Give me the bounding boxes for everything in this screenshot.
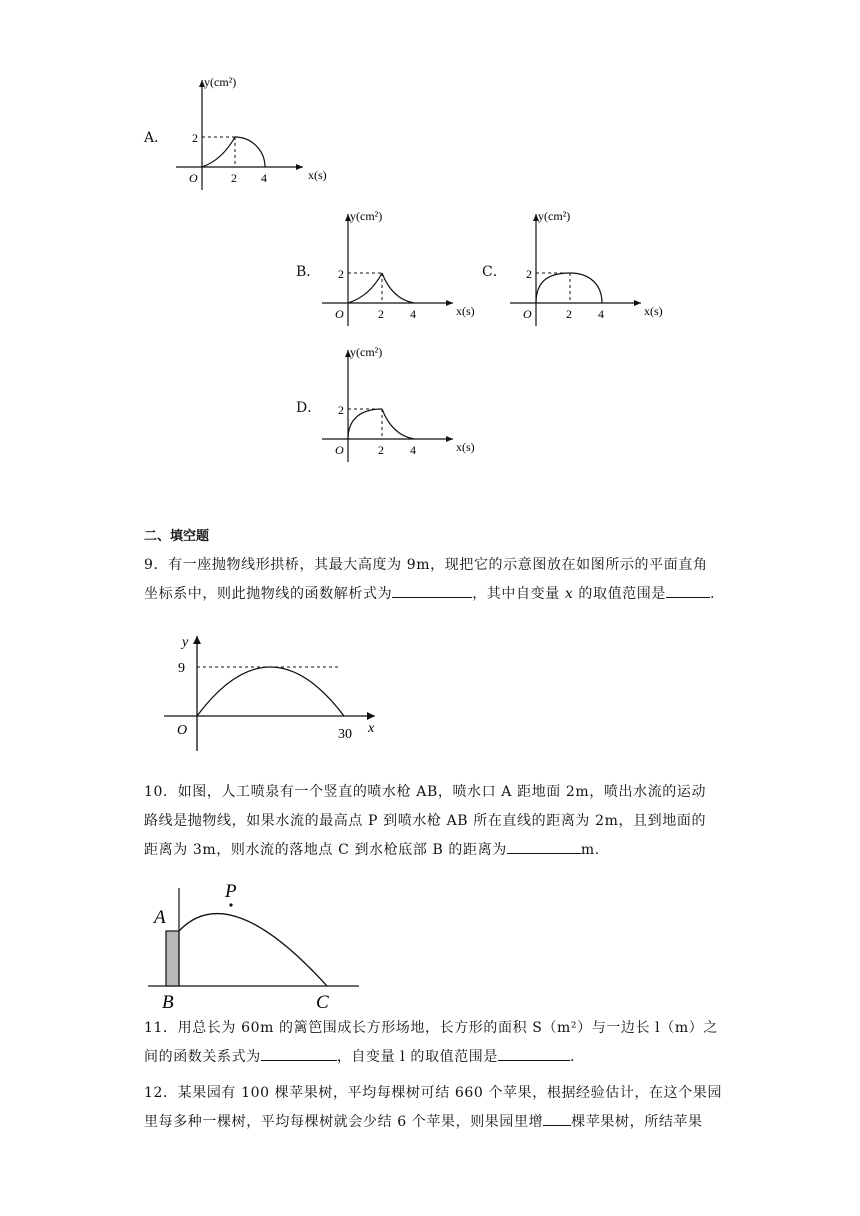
q10-line2: 路线是抛物线，如果水流的最高点 P 到喷水枪 AB 所在直线的距离为 2m，且到地面的 [144, 813, 707, 829]
option-a-xlabel: x(s) [308, 168, 327, 182]
q9-line2 [144, 580, 724, 609]
q9-blank-1[interactable] [392, 583, 472, 598]
q9-var-x: x [564, 586, 574, 602]
q12-blank[interactable] [543, 1111, 571, 1126]
q12-text-a: 里每多种一棵树，平均每棵树就会少结 6 个苹果，则果园里增 [144, 1114, 544, 1130]
option-b-xlabel: x(s) [456, 304, 475, 318]
option-b-label: B． [296, 264, 321, 280]
option-a-graph [170, 70, 340, 195]
option-c-ylabel: y(cm²) [538, 209, 571, 223]
option-d-xlabel: x(s) [456, 440, 475, 454]
option-a-xtick-4: 4 [261, 171, 267, 185]
option-c-ytick: 2 [526, 267, 532, 281]
q11-blank-2[interactable] [498, 1046, 570, 1061]
q10-label-a: A [154, 907, 166, 928]
option-c-origin: O [523, 307, 532, 321]
q10-figure [144, 878, 369, 1013]
option-d-graph [318, 340, 488, 465]
q9-yaxis-label: y [182, 635, 189, 650]
question-9 [144, 551, 724, 609]
question-11 [144, 1014, 724, 1072]
option-c-xlabel: x(s) [644, 304, 663, 318]
q11-text-b: ，自变量 l 的取值范围是 [336, 1049, 498, 1065]
q10-line3 [144, 836, 724, 865]
option-a-xtick-2: 2 [231, 171, 237, 185]
option-b-xtick-4: 4 [410, 307, 416, 321]
q10-blank[interactable] [507, 839, 581, 854]
option-d-ylabel: y(cm²) [350, 345, 383, 359]
q9-text-d: . [710, 586, 716, 602]
option-b-xtick-2: 2 [378, 307, 384, 321]
option-b-origin: O [335, 307, 344, 321]
q9-text-a: 坐标系中，则此抛物线的函数解析式为 [144, 586, 393, 602]
q10-text-b: m. [580, 842, 600, 858]
q9-origin: O [177, 723, 188, 738]
q10-line1: 10．如图，人工喷泉有一个竖直的喷水枪 AB，喷水口 A 距地面 2m，喷出水流的运动 [144, 784, 707, 800]
q11-text-c: . [570, 1049, 576, 1065]
option-b-graph [318, 204, 488, 329]
q9-end-label: 30 [338, 727, 352, 742]
q10-label-c: C [316, 992, 329, 1013]
option-c-xtick-2: 2 [566, 307, 572, 321]
q10-label-b: B [162, 992, 174, 1013]
q12-text-b: 棵苹果树，所结苹果 [571, 1114, 703, 1130]
q9-blank-2[interactable] [666, 583, 710, 598]
option-a-ytick: 2 [192, 131, 198, 145]
q9-figure [160, 628, 390, 758]
option-a-label: A． [144, 130, 169, 146]
q9-text-c: 的取值范围是 [573, 586, 667, 602]
q9-text-b: ，其中自变量 [472, 586, 565, 602]
option-c-xtick-4: 4 [598, 307, 604, 321]
q10-text-a: 距离为 3m，则水流的落地点 C 到水枪底部 B 的距离为 [144, 842, 507, 858]
q12-line2 [144, 1108, 724, 1137]
q11-line1: 11．用总长为 60m 的篱笆围成长方形场地，长方形的面积 S（m²）与一边长 l（m）之 [144, 1020, 718, 1036]
option-c-graph [506, 204, 676, 329]
option-a-origin: O [189, 171, 198, 185]
option-d-xtick-2: 2 [378, 443, 384, 457]
q10-label-p: P [225, 881, 237, 902]
q9-xaxis-label: x [368, 721, 375, 736]
option-b-ylabel: y(cm²) [350, 209, 383, 223]
q9-line1: 9．有一座抛物线形拱桥，其最大高度为 9m，现把它的示意图放在如图所示的平面直角 [144, 557, 708, 573]
option-a-ylabel: y(cm²) [204, 75, 237, 89]
option-b-ytick: 2 [338, 267, 344, 281]
option-c-label: C． [482, 264, 507, 280]
q11-blank-1[interactable] [261, 1046, 337, 1061]
q12-line1: 12．某果园有 100 棵苹果树，平均每棵树可结 660 个苹果，根据经验估计，在这个果园 [144, 1085, 723, 1101]
q11-line2 [144, 1043, 724, 1072]
q9-max-label: 9 [178, 661, 185, 676]
option-d-xtick-4: 4 [410, 443, 416, 457]
question-12 [144, 1079, 724, 1137]
section-title: 二、填空题 [144, 529, 210, 544]
q11-text-a: 间的函数关系式为 [144, 1049, 261, 1065]
option-d-ytick: 2 [338, 403, 344, 417]
question-10 [144, 778, 724, 865]
option-d-label: D． [296, 400, 322, 416]
option-d-origin: O [335, 443, 344, 457]
